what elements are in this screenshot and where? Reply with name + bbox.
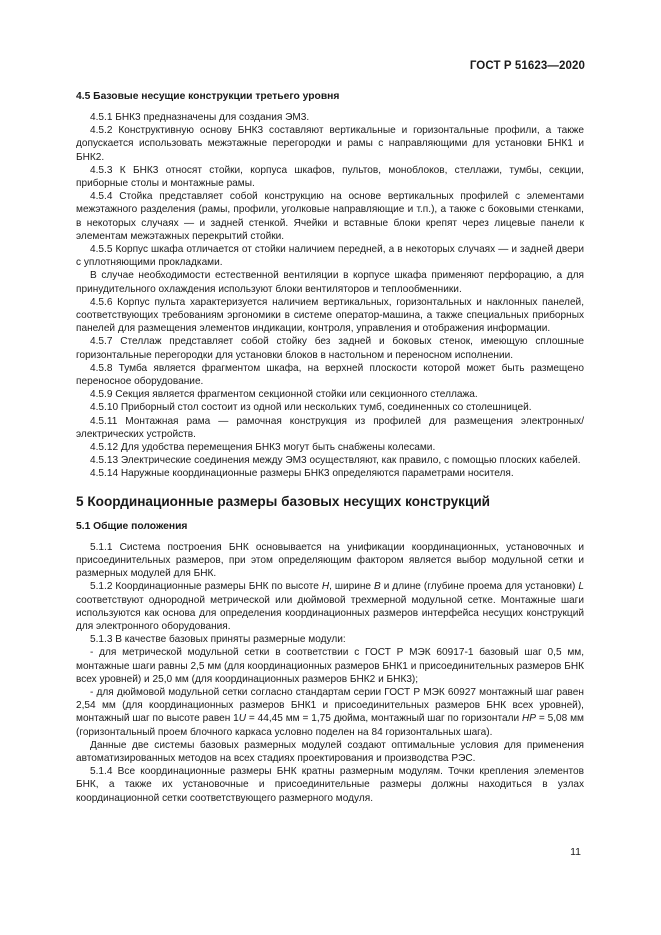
clause-5-1-3-metric: - для метрической модульной сетки в соответствии с ГОСТ Р МЭК 60917-1 базовый шаг 0,5 мм, монтажные шаги равны 2,5 мм (для координационных размеров БНК1 и присоединительных размеров БНК всех уровней) и 25,0 мм (для координационных размеров БНК2 и БНК3);	[76, 647, 584, 685]
clause-5-1-2-text-d: соответствуют однородной метрической или дюймовой трехмерной модульной сетке. Монтажные шаги используются как основа для определения координационных размеров интерфейса несущих конструкций для электронного оборудования.	[76, 594, 584, 632]
clause-5-1-3-conclusion: Данные две системы базовых размерных модулей создают оптимальные условия для применения автоматизированных методов на всех стадиях проектирования и производства РЭС.	[76, 739, 584, 764]
clause-5-1-3: 5.1.3 В качестве базовых приняты размерные модули:	[90, 634, 346, 646]
standard-code: ГОСТ Р 51623—2020	[469, 60, 585, 72]
clause-5-1-3-inch	[76, 686, 584, 739]
clause-5-1-3-inch-text-a: - для дюймовой модульной сетки согласно стандартам серии ГОСТ Р МЭК 60927 монтажный шаг равен 2,54 мм (для координационных размеров БНК1 и присоединительных размеров БНК всех уровней), монтажный шаг по высоте равен 1	[76, 686, 584, 725]
clause-4-5-4: 4.5.4 Стойка представляет собой конструкцию на основе вертикальных профилей с элементами межэтажного разделения (рамы, профили, уголковые направляющие и т.п.), а также с боковыми стенками, в некоторых случаях — и задней стенкой. Ячейки и вставные блоки крепят через лицевые панели к элементам межэтажных перекрытий стойки.	[76, 191, 584, 242]
variable-b: B	[374, 581, 381, 593]
clause-4-5-9: 4.5.9 Секция является фрагментом секционной стойки или секционного стеллажа.	[90, 389, 478, 401]
clause-4-5-7: 4.5.7 Стеллаж представляет собой стойку без задней и боковых стенок, имеющую сплошные горизонтальные перегородки для установки блоков в настольном и переносном исполнении.	[76, 336, 584, 361]
subsection-heading-4-5: 4.5 Базовые несущие конструкции третьего уровня	[76, 91, 340, 102]
clause-5-1-2-text-a: 5.1.2 Координационные размеры БНК по высоте	[90, 581, 322, 593]
clause-4-5-2: 4.5.2 Конструктивную основу БНК3 составляют вертикальные и горизонтальные профили, а также допускается использовать межэтажные перегородки и рамы с направляющими для установки БНК1 и БНК2.	[76, 125, 584, 163]
clause-4-5-3: 4.5.3 К БНК3 относят стойки, корпуса шкафов, пультов, моноблоков, стеллажи, тумбы, секции, приборные столы и монтажные рамы.	[76, 164, 584, 190]
clause-4-5-11: 4.5.11 Монтажная рама — рамочная конструкция из профилей для размещения электронных/электрических устройств.	[76, 415, 584, 440]
clause-4-5-8: 4.5.8 Тумба является фрагментом шкафа, на верхней плоскости которой может быть размещено переносное оборудование.	[76, 362, 584, 388]
variable-h: H	[321, 581, 330, 593]
clause-4-5-10: 4.5.10 Приборный стол состоит из одной или нескольких тумб, соединенных со столешницей.	[90, 402, 532, 414]
clause-4-5-6: 4.5.6 Корпус пульта характеризуется наличием вертикальных, горизонтальных и наклонных панелей, соответствующих требованиям эргономики в системе оператор-машина, а также специальных приборных панелей для размещения элементов индикации, контроля, управления и отображения информации.	[76, 296, 584, 335]
section-heading-5: 5 Координационные размеры базовых несущих конструкций	[76, 493, 491, 509]
clause-5-1-3-inch-text-b: = 44,45 мм = 1,75 дюйма, монтажный шаг по горизонтали	[246, 713, 522, 725]
clause-4-5-12: 4.5.12 Для удобства перемещения БНК3 могут быть снабжены колесами.	[90, 442, 436, 454]
page-number: 11	[570, 846, 581, 858]
clause-5-1-1: 5.1.1 Система построения БНК основывается на унификации координационных, установочных и присоединительных размеров, при этом определяющим фактором является выбор модульной сетки и размерных модулей для БНК.	[76, 541, 584, 580]
variable-u: U	[238, 713, 247, 725]
clause-5-1-3-inch-text-c: = 5,08 мм (горизонтальный проем блочного каркаса условно поделен на 84 горизонтальных шага).	[76, 713, 584, 738]
clause-4-5-13: 4.5.13 Электрические соединения между ЭМ3 осуществляют, как правило, с помощью плоских кабелей.	[90, 455, 581, 467]
clause-4-5-14: 4.5.14 Наружные координационные размеры БНК3 определяются параметрами носителя.	[90, 468, 514, 480]
clause-4-5-5-ventilation: В случае необходимости естественной вентиляции в корпусе шкафа применяют перфорацию, а для принудительного охлаждения используют блоки вентиляторов и теплообменники.	[76, 270, 584, 295]
subsection-heading-5-1: 5.1 Общие положения	[76, 520, 188, 532]
page-content	[76, 90, 584, 805]
clause-5-1-2-text-b: , ширине	[329, 581, 375, 593]
variable-hp: HP	[522, 713, 537, 725]
clause-5-1-2	[76, 580, 584, 633]
clause-4-5-5: 4.5.5 Корпус шкафа отличается от стойки наличием передней, а в некоторых случаях — и задней двери с уплотняющими прокладками.	[76, 244, 584, 269]
variable-l: L	[578, 581, 584, 593]
clause-5-1-4: 5.1.4 Все координационные размеры БНК кратны размерным модулям. Точки крепления элементов БНК, а также их установочные и присоединительные размеры должны находиться в узлах координационной сетки соответствующего размерного модуля.	[76, 766, 584, 804]
clause-4-5-1: 4.5.1 БНК3 предназначены для создания ЭМ3.	[90, 112, 310, 123]
clause-5-1-2-text-c: и длине (глубине проема для установки)	[380, 581, 579, 593]
